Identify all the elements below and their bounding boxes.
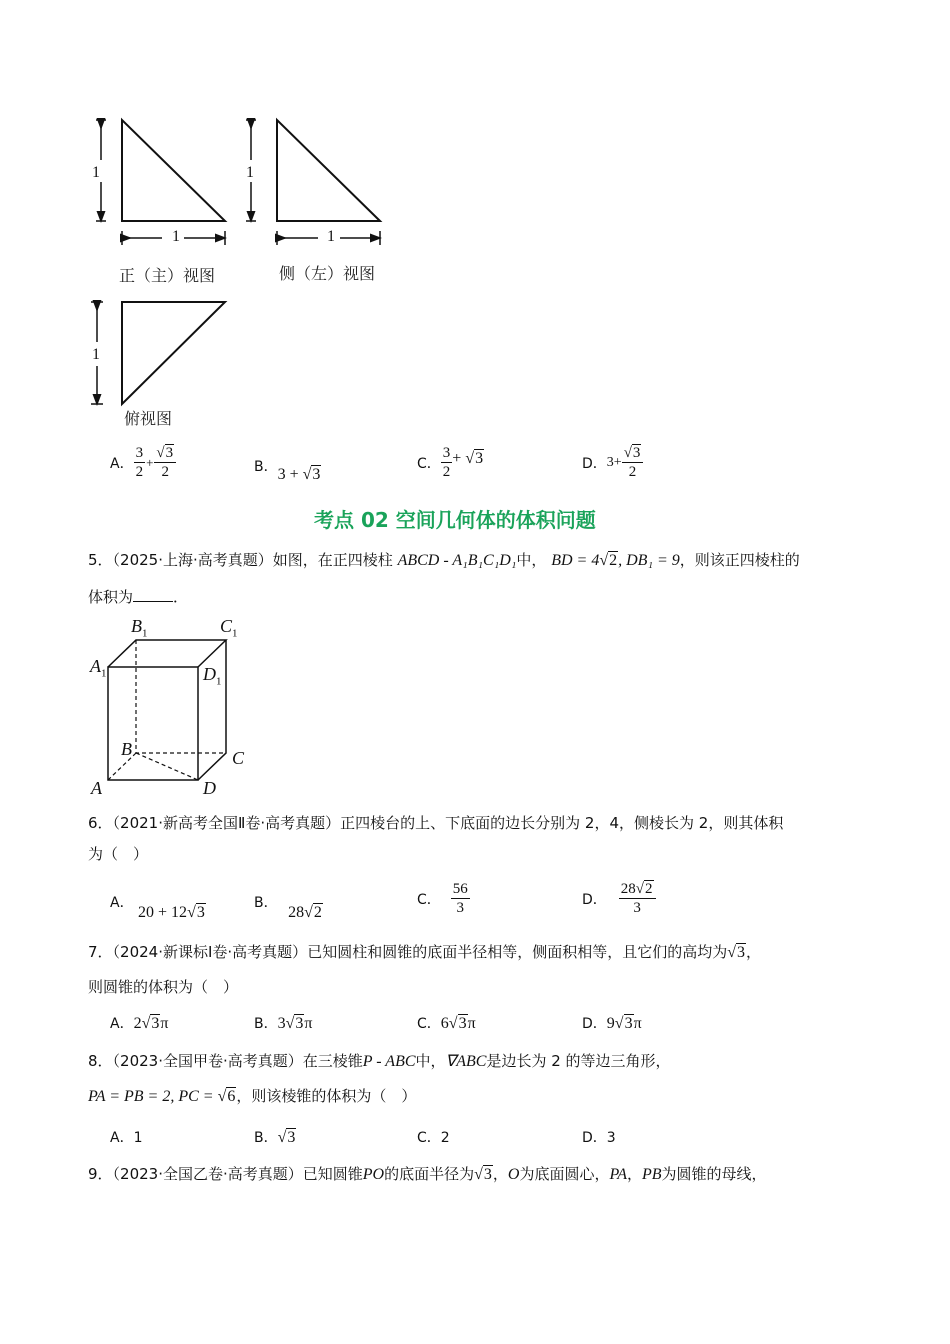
option-letter: D． [582,891,607,908]
option-letter: D． [582,1016,607,1032]
side-width-label: 1 [327,228,335,245]
question-number: 6． [88,814,113,832]
q8-option-d[interactable]: D．3 [582,1130,616,1146]
q4-option-c[interactable]: C． $\frac{3}{2}$ + √3 [417,445,484,480]
side-view [246,120,380,245]
q4-option-a[interactable]: A． $\frac{3}{2}$ + $\frac{√3}{2}$ [110,444,176,481]
fraction: $\frac{√3}{2}$ [622,444,644,481]
top-view-caption: 俯视图 [124,409,173,428]
front-view [96,120,225,245]
vertex-b: B [121,739,132,759]
question-source: （2024·新课标Ⅰ卷·高考真题） [112,943,308,961]
option-letter: A． [110,895,134,911]
q8-option-c[interactable]: C．2 [417,1130,450,1146]
q8-option-a[interactable]: A．1 [110,1130,143,1146]
answer-blank[interactable] [133,588,173,602]
q6-option-c[interactable] [417,880,470,917]
fraction: $\frac{28√2}{3}$ [619,880,656,917]
front-height-label: 1 [92,164,100,181]
option-letter: D． [582,455,607,472]
fraction: $\frac{56}{3}$ [452,881,468,916]
question-6-line1: 6．（2021·新高考全国Ⅱ卷·高考真题）正四棱台的上、下底面的边长分别为 2，4，侧棱长为 2，则其体积 [88,814,784,832]
option-letter: A． [110,455,134,472]
q6-option-a[interactable]: A． 20 + 12√3 [110,895,205,921]
fraction: $\frac{3}{2}$ [442,445,451,480]
option-letter: C． [417,1130,441,1146]
option-letter: C． [417,455,441,472]
option-letter: B． [254,459,278,475]
question-8-line2: PA = PB = 2, PC = √6，则该棱锥的体积为（ ） [88,1087,417,1105]
fraction: $\frac{√3}{2}$ [154,444,176,481]
question-number: 9． [88,1165,113,1183]
option-letter: B． [254,895,278,911]
option-letter: A． [110,1130,134,1146]
question-number: 5． [88,551,113,569]
question-6-line2: 为（ ） [88,845,149,863]
q8-option-b[interactable]: B．√3 [254,1129,296,1146]
front-view-caption: 正（主）视图 [119,266,216,285]
vertex-a1: $A_1$ [90,656,107,680]
option-letter: A． [110,1016,134,1032]
question-7-line1: 7．（2024·新课标Ⅰ卷·高考真题）已知圆柱和圆锥的底面半径相等，侧面积相等，且它们的高均为√3， [88,943,761,961]
option-letter: D． [582,1130,607,1146]
vertex-d1: $D_1$ [203,664,222,688]
q7-option-c[interactable]: C．6√3π [417,1015,476,1032]
vertex-c: C [232,748,245,768]
question-number: 8． [88,1052,113,1070]
q4-option-b[interactable]: B． 3 + √3 [254,456,321,484]
question-5-line1: 5．（2025·上海·高考真题）如图，在正四棱柱 ABCD - A₁B₁C₁D₁中， BD = 4√2, DB₁ = 9，则该正四棱柱的 [88,551,800,569]
fraction: $\frac{3}{2}$ [135,445,144,480]
question-7-line2: 则圆锥的体积为（ ） [88,978,239,996]
top-height-label: 1 [92,346,100,363]
q7-option-b[interactable]: B．3√3π [254,1015,313,1032]
section-title: 考点 02 空间几何体的体积问题 [314,508,596,532]
condition: BD = 4√2, DB₁ = 9 [551,552,680,569]
side-view-caption: 侧（左）视图 [279,264,376,283]
q6-option-b[interactable]: B． 28√2 [254,895,322,921]
vertex-b1: $B_1$ [131,616,148,640]
front-width-label: 1 [172,228,180,245]
question-source: （2023·全国甲卷·高考真题） [112,1052,303,1070]
question-source: （2021·新高考全国Ⅱ卷·高考真题） [112,814,341,832]
question-5-line2: 体积为 ． [88,588,189,606]
question-8-line1: 8．（2023·全国甲卷·高考真题）在三棱锥P - ABC中，∇ABC是边长为 2 的等边三角形， [88,1052,671,1070]
question-source: （2023·全国乙卷·高考真题） [112,1165,303,1183]
vertex-a: A [91,778,102,798]
vertex-c1: $C_1$ [220,616,238,640]
option-letter: B． [254,1016,278,1032]
vertex-d: D [203,778,216,798]
side-height-label: 1 [246,164,254,181]
top-view [91,302,225,404]
option-letter: B． [254,1130,278,1146]
q7-option-a[interactable]: A．2√3π [110,1015,169,1032]
q7-option-d[interactable]: D．9√3π [582,1015,642,1032]
prism-name: ABCD - A₁B₁C₁D₁ [397,552,517,569]
q4-option-d[interactable]: D． 3+ $\frac{√3}{2}$ [582,444,643,481]
question-source: （2025·上海·高考真题） [112,551,273,569]
question-9-line1: 9．（2023·全国乙卷·高考真题）已知圆锥PO的底面半径为√3，O为底面圆心，PA，PB为圆锥的母线， [88,1165,767,1183]
q6-option-d[interactable] [582,880,656,917]
option-letter: C． [417,891,441,908]
option-letter: C． [417,1016,441,1032]
question-number: 7． [88,943,113,961]
